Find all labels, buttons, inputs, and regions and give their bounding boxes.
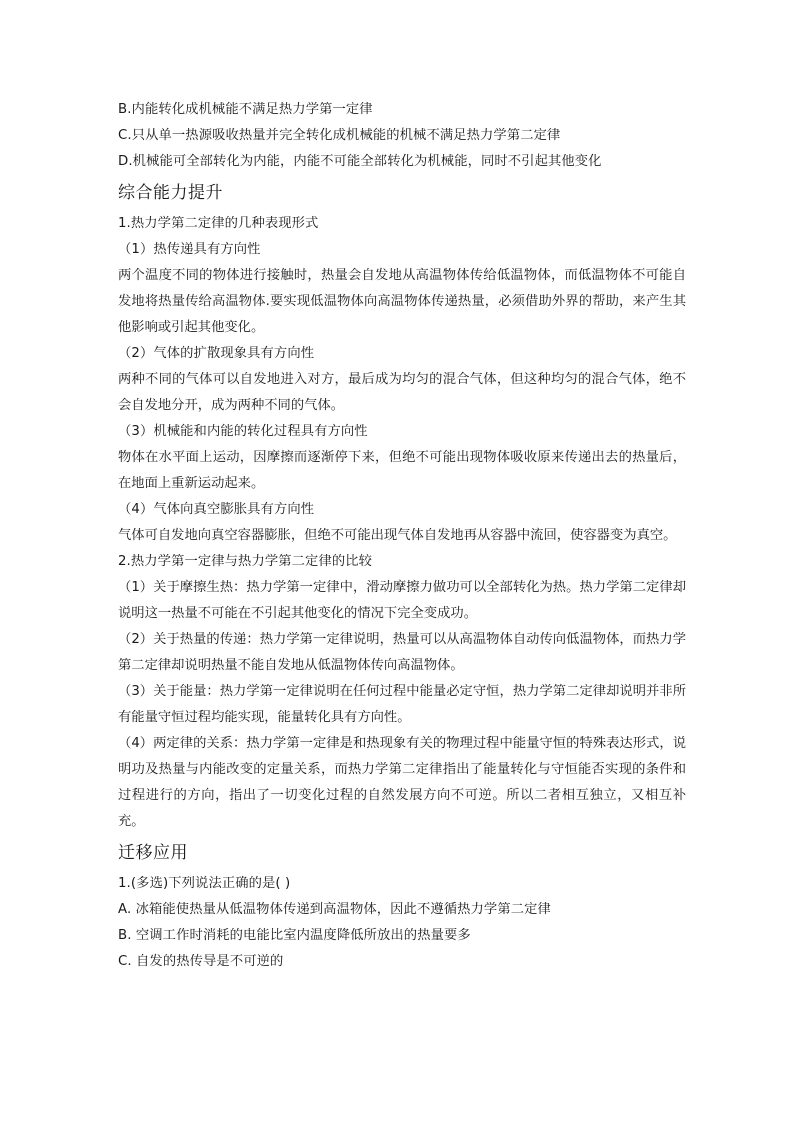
sub2-text: 两种不同的气体可以自发地进入对方，最后成为均匀的混合气体，但这种均匀的混合气体，绝不会自发地分开，成为两种不同的气体。 — [118, 372, 686, 413]
answer-option-a: A. 冰箱能使热量从低温物体传递到高温物体，因此不遵循热力学第二定律 — [118, 902, 551, 917]
sub1-title: （1）热传递具有方向性 — [118, 242, 261, 257]
comparison-3: （3）关于能量：热力学第一定律说明在任何过程中能量必定守恒，热力学第二定律却说明并非所有能量守恒过程均能实现，能量转化具有方向性。 — [118, 684, 686, 725]
sub4-text: 气体可自发地向真空容器膨胀，但绝不可能出现气体自发地再从容器中流回，使容器变为真空。 — [118, 528, 677, 543]
comparison-4: （4）两定律的关系：热力学第一定律是和热现象有关的物理过程中能量守恒的特殊表达形式，说明功及热量与内能改变的定量关系，而热力学第二定律指出了能量转化与守恒能否实现的条件和过程进行的方向，指出了一切变化过程的自然发展方向不可逆。所以二者相互独立，又相互补充。 — [118, 736, 686, 829]
section-heading-application: 迁移应用 — [118, 843, 188, 863]
comparison-1: （1）关于摩擦生热：热力学第一定律中，滑动摩擦力做功可以全部转化为热。热力学第二定律却说明这一热量不可能在不引起其他变化的情况下完全变成功。 — [118, 580, 686, 621]
option-b: B.内能转化成机械能不满足热力学第一定律 — [118, 102, 373, 117]
sub2-title: （2）气体的扩散现象具有方向性 — [118, 346, 315, 361]
document-content — [118, 97, 686, 975]
item1-title: 1.热力学第二定律的几种表现形式 — [118, 216, 319, 231]
option-c: C.只从单一热源吸收热量并完全转化成机械能的机械不满足热力学第二定律 — [118, 128, 561, 143]
option-d: D.机械能可全部转化为内能，内能不可能全部转化为机械能，同时不引起其他变化 — [118, 154, 602, 169]
sub3-title: （3）机械能和内能的转化过程具有方向性 — [118, 424, 368, 439]
answer-option-b: B. 空调工作时消耗的电能比室内温度降低所放出的热量要多 — [118, 928, 471, 943]
section-heading-comprehensive: 综合能力提升 — [118, 183, 223, 203]
question-1: 1.(多选)下列说法正确的是( ) — [118, 876, 291, 891]
answer-option-c: C. 自发的热传导是不可逆的 — [118, 954, 284, 969]
comparison-2: （2）关于热量的传递：热力学第一定律说明，热量可以从高温物体自动传向低温物体，而热力学第二定律却说明热量不能自发地从低温物体传向高温物体。 — [118, 632, 686, 673]
sub4-title: （4）气体向真空膨胀具有方向性 — [118, 502, 315, 517]
item2-title: 2.热力学第一定律与热力学第二定律的比较 — [118, 554, 373, 569]
sub3-text: 物体在水平面上运动，因摩擦而逐渐停下来，但绝不可能出现物体吸收原来传递出去的热量后，在地面上重新运动起来。 — [118, 450, 686, 491]
sub1-text: 两个温度不同的物体进行接触时，热量会自发地从高温物体传给低温物体，而低温物体不可能自发地将热量传给高温物体.要实现低温物体向高温物体传递热量，必须借助外界的帮助，来产生其他影响或引起其他变化。 — [118, 268, 686, 335]
